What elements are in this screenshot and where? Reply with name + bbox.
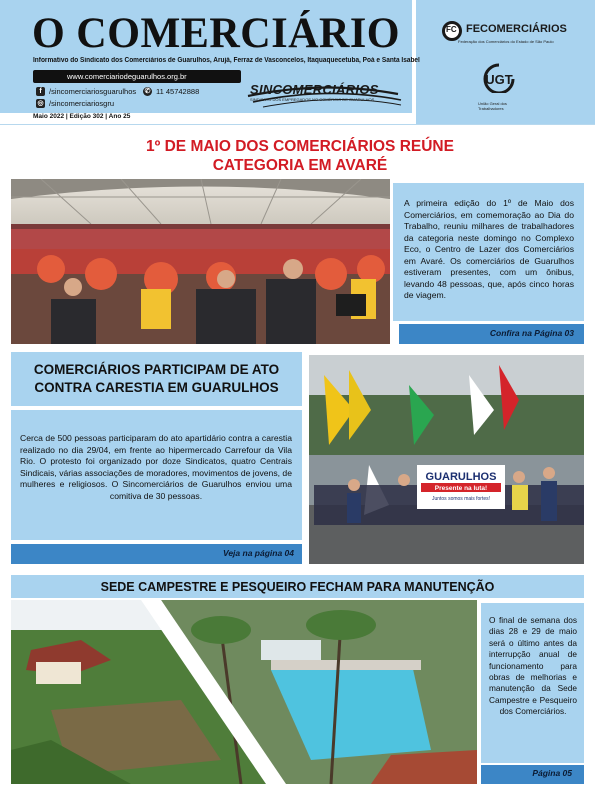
instagram-link[interactable] (36, 99, 114, 108)
article1-body: A primeira edição do 1º de Maio dos Comerciários, em comemoração ao Dia do Trabalho, reuniu milhares de trabalhadores da categoria neste domingo no Complexo Eco, o Centro de Lazer dos Comerciários em Avaré. Os comerciários de Guarulhos estiveram presentes, com um ônibus, levando 48 pessoas, que, após cinco horas de viagem. (404, 198, 574, 300)
website-link[interactable]: www.comerciariodeguarulhos.org.br (67, 72, 187, 81)
article1-headline-line1: 1º DE MAIO DOS COMERCIÁRIOS REÚNE (146, 138, 454, 155)
article2-page-link[interactable] (11, 544, 302, 564)
svg-text:Presente na luta!: Presente na luta! (434, 485, 488, 492)
article1-headline-line2: CATEGORIA EM AVARÉ (212, 157, 388, 174)
website-bar[interactable] (33, 70, 241, 83)
article3-page-link[interactable] (481, 765, 584, 784)
svg-text:GUARULHOS: GUARULHOS (425, 471, 497, 483)
fecomerciarios-tagline: Federação dos Comerciários do Estado de São Paulo (458, 39, 554, 44)
article1-page-link-label: Confira na Página 03 (489, 328, 574, 338)
whatsapp-number: 11 45742888 (156, 87, 200, 96)
instagram-handle: /sincomerciariosgru (49, 99, 115, 108)
article2-headline-line1: COMERCIÁRIOS PARTICIPAM DE ATO (33, 362, 280, 377)
whatsapp-link[interactable] (143, 87, 199, 96)
whatsapp-icon: ✆ (144, 88, 151, 95)
svg-text:Juntos somos mais fortes!: Juntos somos mais fortes! (431, 496, 491, 502)
svg-text:UGT: UGT (485, 72, 513, 87)
article3-headline[interactable]: SEDE CAMPESTRE E PESQUEIRO FECHAM PARA MANUTENÇÃO (100, 580, 495, 594)
article1-headline[interactable] (90, 137, 510, 175)
article1-photo-crowd[interactable] (11, 179, 390, 344)
ugt-tagline: União Geral dos Trabalhadores (478, 101, 507, 111)
article3-photo-collage[interactable] (11, 600, 477, 784)
facebook-handle: /sincomerciariosguarulhos (49, 87, 137, 96)
facebook-link[interactable] (36, 87, 136, 96)
fecomerciarios-logo-icon: FC (442, 21, 462, 41)
article2-page-link-label: Veja na página 04 (222, 548, 294, 558)
issue-dateline: Maio 2022 | Edição 302 | Ano 25 (33, 113, 131, 120)
fecomerciarios-logo-text: FECOMERCIÁRIOS (466, 23, 567, 35)
article2-headline[interactable] (11, 361, 302, 397)
instagram-icon: ◎ (37, 100, 44, 107)
article3-page-link-label: Página 05 (532, 768, 572, 778)
article2-headline-line2: CONTRA CARESTIA EM GUARULHOS (34, 380, 279, 395)
article2-body: Cerca de 500 pessoas participaram do ato apartidário contra a carestia realizado no dia 29/04, em frente ao hipermercado Carrefour da Vila Rio. O protesto foi organizado por doze Sindicatos, quatro Centrais Sindicais, várias associações de moradores, movimentos de jovens, de mulheres e religiosos. O Sincomerciários de Guarulhos enviou uma comitiva de 30 pessoas. (20, 433, 292, 501)
sincomerciarios-logo-tagline: SINDICATO DOS EMPREGADOS NO COMÉRCIO DE GUARULHOS (250, 97, 375, 102)
article3-body: O final de semana dos dias 28 e 29 de maio será o último antes da interrupção anual de funcionamento para obras de melhorias e manutenção da Sede Campestre e Pesqueiro dos Comerciários. (489, 615, 577, 717)
facebook-icon: f (36, 87, 45, 96)
newspaper-subtitle: Informativo do Sindicato dos Comerciários de Guarulhos, Arujá, Ferraz de Vasconcelos, Itaquaquecetuba, Poá e Santa Isabel (33, 57, 420, 64)
sincomerciarios-logo-text: SINCOMERCIÁRIOS (250, 82, 379, 97)
article2-photo-protest[interactable] (309, 355, 584, 564)
ugt-logo (478, 63, 520, 93)
header-divider (0, 124, 595, 125)
article1-page-link[interactable] (393, 324, 584, 344)
newspaper-title: O COMERCIÁRIO (32, 10, 401, 57)
